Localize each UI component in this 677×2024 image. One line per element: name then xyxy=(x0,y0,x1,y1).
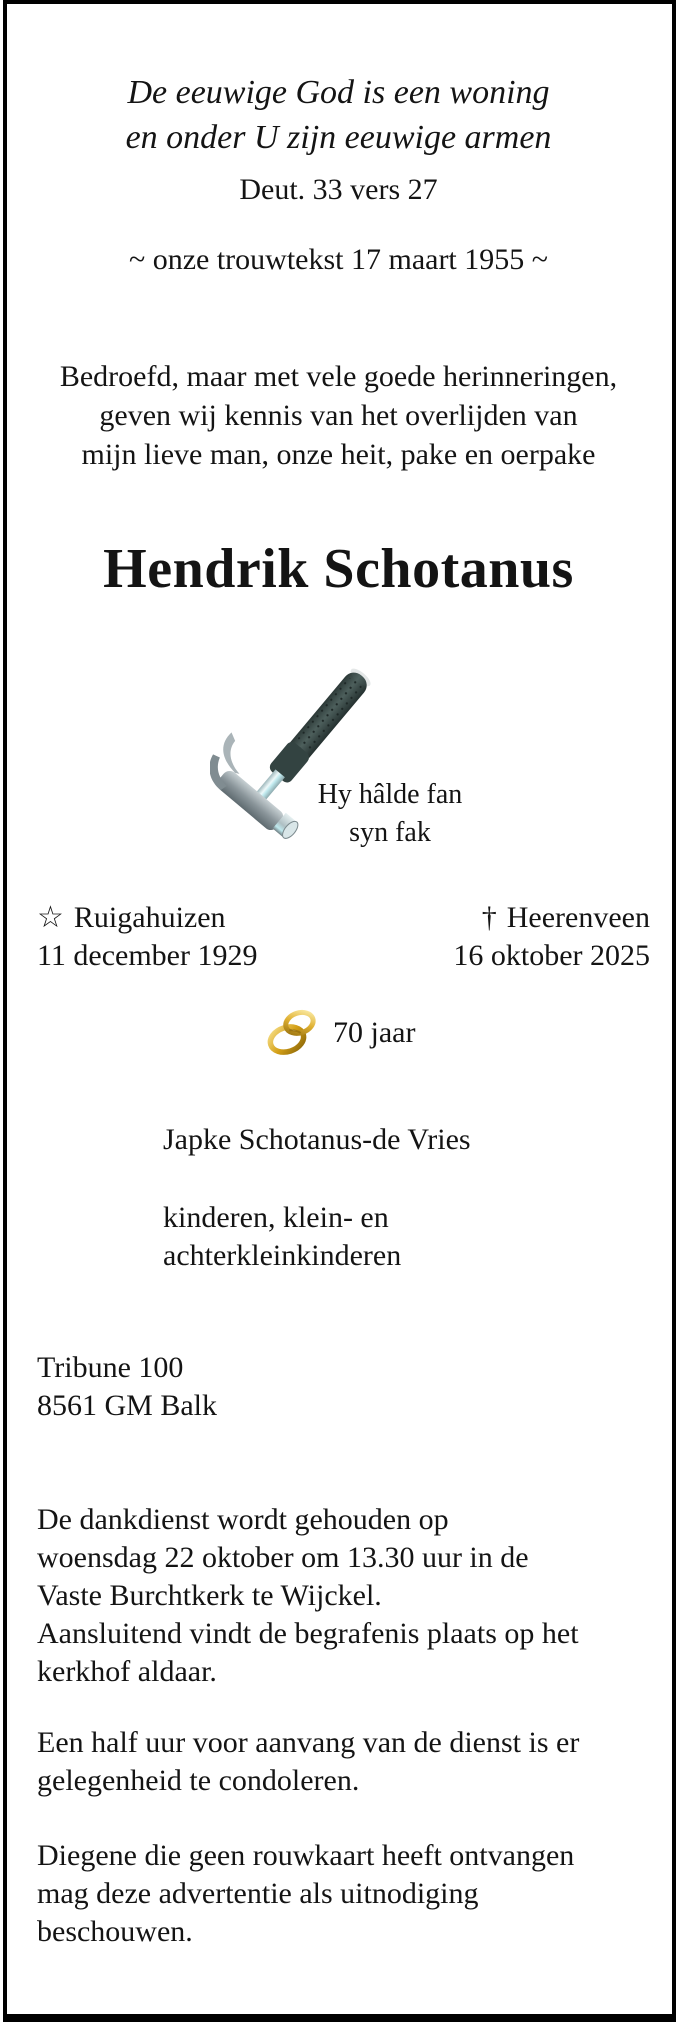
verse-text xyxy=(4,70,673,160)
announcement-paragraph xyxy=(4,357,673,474)
verse-line-1: De eeuwige God is een woning xyxy=(127,74,550,111)
birth-star-icon: ☆ xyxy=(37,901,64,934)
address-street: Tribune 100 xyxy=(37,1351,184,1384)
condolence-line-2: gelegenheid te condoleren. xyxy=(37,1764,360,1797)
announcement-line-1: Bedroefd, maar met vele goede herinneringen, xyxy=(59,360,618,393)
marriage-years: 70 jaar xyxy=(333,1016,416,1049)
motto-line-1: Hy hâlde fan xyxy=(317,779,463,810)
invitation-line-1: Diegene die geen rouwkaart heeft ontvangen xyxy=(37,1839,575,1872)
spouse-name: Japke Schotanus-de Vries xyxy=(163,1123,471,1156)
wedding-text-line: ~ onze trouwtekst 17 maart 1955 ~ xyxy=(128,243,549,276)
death-place: Heerenveen xyxy=(506,901,650,934)
birth-date: 11 december 1929 xyxy=(37,939,258,972)
death-cross-icon: † xyxy=(481,901,497,934)
service-line-1: De dankdienst wordt gehouden op xyxy=(37,1503,449,1536)
children-text xyxy=(163,1199,401,1275)
children-line-1: kinderen, klein- en xyxy=(163,1201,389,1234)
address-city: 8561 GM Balk xyxy=(37,1389,217,1422)
birth-place-line xyxy=(37,899,257,937)
invitation-line-3: beschouwen. xyxy=(37,1915,193,1948)
verse-reference: Deut. 33 vers 27 xyxy=(239,173,438,206)
motto-line-2: syn fak xyxy=(349,817,431,848)
service-line-4: Aansluitend vindt de begrafenis plaats op het xyxy=(37,1617,579,1650)
announcement-line-3: mijn lieve man, onze heit, pake en oerpake xyxy=(81,438,596,471)
condolence-line-1: Een half uur voor aanvang van de dienst is er xyxy=(37,1726,580,1759)
wedding-rings-icon xyxy=(263,1008,325,1056)
birth-place: Ruigahuizen xyxy=(73,901,226,934)
deceased-name: Hendrik Schotanus xyxy=(103,538,574,600)
death-place-line xyxy=(453,899,650,937)
service-line-2: woensdag 22 oktober om 13.30 uur in de xyxy=(37,1541,529,1574)
motto-text xyxy=(290,776,490,852)
death-info xyxy=(453,899,650,975)
invitation-line-2: mag deze advertentie als uitnodiging xyxy=(37,1877,479,1910)
service-line-5: kerkhof aldaar. xyxy=(37,1655,217,1688)
death-date: 16 oktober 2025 xyxy=(453,939,650,972)
service-line-3: Vaste Burchtkerk te Wijckel. xyxy=(37,1579,382,1612)
announcement-line-2: geven wij kennis van het overlijden van xyxy=(99,399,578,432)
verse-line-2: en onder U zijn eeuwige armen xyxy=(125,119,552,156)
birth-info xyxy=(37,899,257,975)
advertisement-border xyxy=(3,0,676,2022)
children-line-2: achterkleinkinderen xyxy=(163,1239,402,1272)
service-paragraph xyxy=(37,1501,579,1691)
condolence-paragraph xyxy=(37,1724,579,1800)
invitation-paragraph xyxy=(37,1837,574,1951)
address xyxy=(37,1349,217,1425)
